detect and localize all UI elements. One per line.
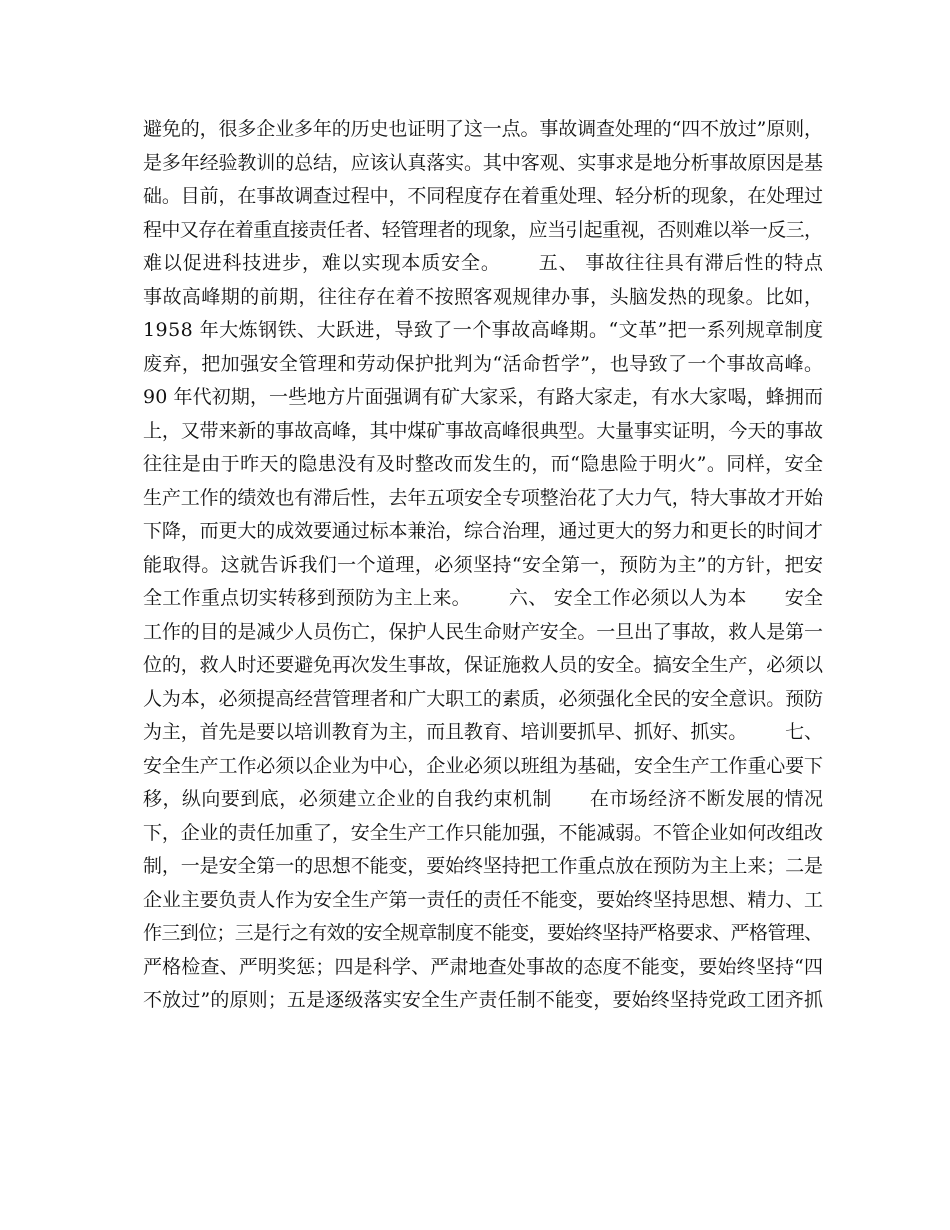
- text-line: 作三到位；三是行之有效的安全规章制度不能变，要始终坚持严格要求、严格管理、: [143, 922, 823, 944]
- text-segment: 在市场经济不断发展的情况: [589, 788, 824, 810]
- text-line: 人为本，必须提高经营管理者和广大职工的素质，必须强化全民的安全意识。预防: [143, 687, 823, 710]
- text-line: 能取得。这就告诉我们一个道理，必须坚持“安全第一，预防为主”的方针，把安: [143, 553, 824, 576]
- text-segment: 难以促进科技进步，难以实现本质安全。: [143, 252, 501, 274]
- text-line: 90 年代初期，一些地方片面强调有矿大家采，有路大家走，有水大家喝，蜂拥而: [143, 386, 824, 408]
- text-line: 工作的目的是减少人员伤亡，保护人民生命财产安全。一旦出了事故，救人是第一: [143, 620, 823, 643]
- text-segment: 五、 事故往往具有滞后性的特点: [538, 252, 824, 274]
- text-line: [143, 783, 823, 817]
- text-line: 废弃，把加强安全管理和劳动保护批判为“活命哲学”，也导致了一个事故高峰。: [143, 352, 824, 375]
- text-line: 础。目前，在事故调查过程中，不同程度存在着重处理、轻分析的现象，在处理过: [143, 185, 823, 207]
- text-line: 1958 年大炼钢铁、大跃进，导致了一个事故高峰期。“文革”把一系列规章制度: [143, 319, 824, 341]
- text-line: 上，又带来新的事故高峰，其中煤矿事故高峰很典型。大量事实证明，今天的事故: [143, 419, 823, 442]
- text-segment: 移，纵向要到底，必须建立企业的自我约束机制: [143, 788, 552, 810]
- body-text: [143, 113, 823, 1018]
- text-line: 生产工作的绩效也有滞后性，去年五项安全专项整治花了大力气，特大事故才开始: [143, 486, 823, 509]
- text-line: [143, 716, 823, 750]
- text-line: 事故高峰期的前期，往往存在着不按照客观规律办事，头脑发热的现象。比如，: [143, 285, 824, 308]
- text-line: 位的，救人时还要避免再次发生事故，保证施救人员的安全。搞安全生产，必须以: [143, 654, 823, 676]
- text-line: [143, 247, 823, 281]
- text-line: 是多年经验教训的总结，应该认真落实。其中客观、实事求是地分析事故原因是基: [143, 151, 823, 174]
- text-line: 不放过”的原则；五是逐级落实安全生产责任制不能变，要始终坚持党政工团齐抓: [143, 989, 824, 1011]
- text-line: 企业主要负责人作为安全生产第一责任的责任不能变，要始终坚持思想、精力、工: [143, 888, 823, 911]
- text-segment: 六、 安全工作必须以人为本: [508, 587, 747, 609]
- text-line: 程中又存在着重直接责任者、轻管理者的现象，应当引起重视，否则难以举一反三，: [143, 218, 823, 241]
- text-line: 严格检查、严明奖惩；四是科学、严肃地查处事故的态度不能变，要始终坚持“四: [143, 955, 824, 978]
- text-line: 下，企业的责任加重了，安全生产工作只能加强，不能减弱。不管企业如何改组改: [143, 821, 823, 844]
- text-segment: 全工作重点切实转移到预防为主上来。: [143, 587, 471, 609]
- text-segment: 七、: [785, 721, 823, 743]
- text-segment: 为主，首先是要以培训教育为主，而且教育、培训要抓早、抓好、抓实。: [143, 721, 748, 743]
- text-line: 安全生产工作必须以企业为中心，企业必须以班组为基础，安全生产工作重心要下: [143, 754, 823, 777]
- text-line: 往往是由于昨天的隐患没有及时整改而发生的，而“隐患险于明火”。同样，安全: [143, 453, 824, 475]
- text-line: 制，一是安全第一的思想不能变，要始终坚持把工作重点放在预防为主上来；二是: [143, 855, 823, 877]
- text-line: [143, 582, 823, 616]
- text-line: 避免的，很多企业多年的历史也证明了这一点。事故调查处理的“四不放过”原则，: [143, 118, 823, 140]
- text-line: 下降，而更大的成效要通过标本兼治，综合治理，通过更大的努力和更长的时间才: [143, 520, 823, 542]
- text-segment: 安全: [784, 587, 824, 609]
